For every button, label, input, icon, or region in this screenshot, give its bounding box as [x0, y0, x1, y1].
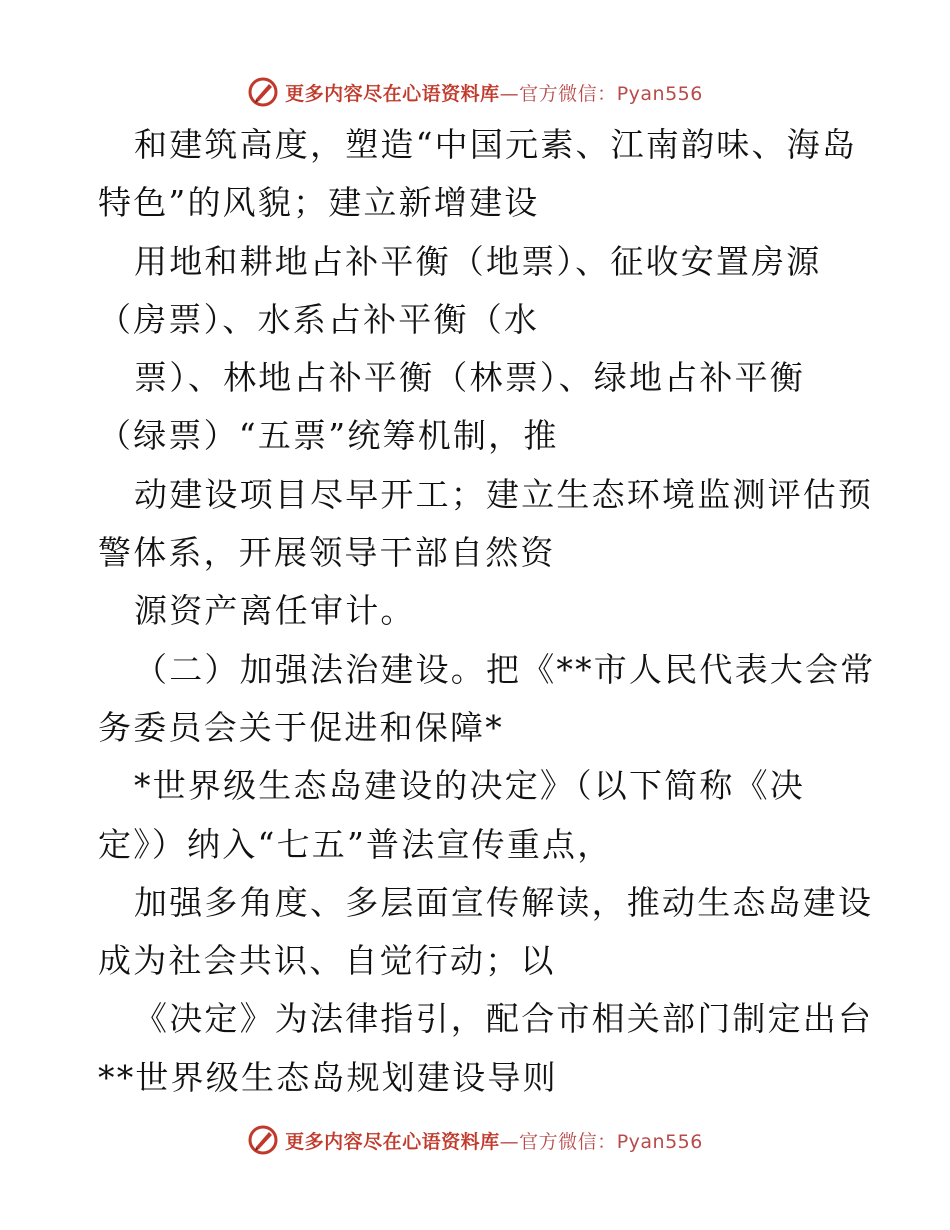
watermark-brand: 更多内容尽在心语资料库: [285, 1130, 500, 1153]
text-line: （二）加强法治建设。把《**市人民代表大会常: [134, 649, 876, 689]
text-line: 特色”的风貌；建立新增建设: [98, 183, 540, 223]
text-line: *世界级生态岛建设的决定》（以下简称《决: [134, 766, 805, 806]
text-line: 警体系，开展领导干部自然资: [98, 533, 556, 573]
text-line: （绿票）“五票”统筹机制，推: [98, 416, 559, 456]
text-line: 加强多角度、多层面宣传解读，推动生态岛建设: [134, 882, 874, 922]
pen-logo-icon: [247, 76, 279, 108]
watermark-wechat-label: 官方微信：: [519, 1130, 617, 1153]
watermark-brand: 更多内容尽在心语资料库: [285, 82, 500, 105]
header-watermark: [0, 72, 950, 112]
watermark-wechat-id: Pyan556: [616, 1130, 703, 1153]
watermark-dash: —: [499, 82, 520, 105]
text-line: 和建筑高度，塑造“中国元素、江南韵味、海岛: [134, 125, 858, 164]
watermark-wechat-label: 官方微信：: [519, 82, 617, 105]
text-line: 务委员会关于促进和保障*: [98, 707, 504, 747]
text-line: 源资产离任审计。: [134, 591, 416, 631]
text-line: 动建设项目尽早开工；建立生态环境监测评估预: [134, 474, 874, 514]
watermark-dash: —: [499, 1130, 520, 1153]
text-line: 成为社会共识、自觉行动；以: [98, 941, 556, 981]
text-line: 票）、林地占补平衡（林票）、绿地占补平衡: [134, 358, 805, 398]
text-line: （房票）、水系占补平衡（水: [98, 299, 540, 339]
text-line: 用地和耕地占补平衡（地票）、征收安置房源: [134, 241, 822, 281]
document-body: [98, 116, 876, 1107]
watermark-wechat-id: Pyan556: [616, 82, 703, 105]
watermark-text: [285, 79, 703, 106]
footer-watermark: [0, 1120, 950, 1160]
text-line: **世界级生态岛规划建设导则: [98, 1057, 558, 1097]
watermark-text: [285, 1127, 703, 1154]
text-line: 定》）纳入“七五”普法宣传重点，: [98, 824, 613, 864]
text-line: 《决定》为法律指引，配合市相关部门制定出台: [134, 999, 874, 1039]
pen-logo-icon: [247, 1124, 279, 1156]
